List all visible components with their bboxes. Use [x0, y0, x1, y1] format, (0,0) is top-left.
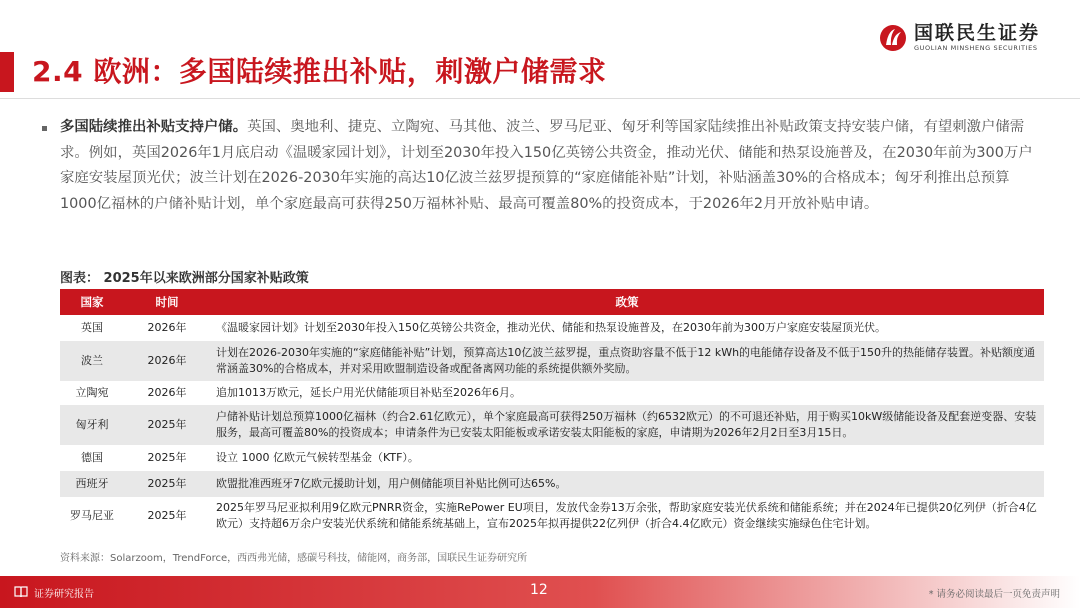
table-header-row: [60, 289, 1044, 315]
table-row: [60, 315, 1044, 341]
header-country: 国家: [60, 289, 124, 315]
cell-country: 西班牙: [60, 471, 124, 497]
cell-year: 2025年: [124, 405, 210, 445]
cell-policy: 户储补贴计划总预算1000亿福林（约合2.61亿欧元），单个家庭最高可获得250万福林（约6532欧元）的不可退还补贴，用于购买10kW级储能设备及配套逆变器、安装服务，最高可覆盖80%的投资成本；申请条件为已安装太阳能板或承诺安装太阳能板的家庭，申请期为2026年2月2日至3月15日。: [210, 405, 1044, 445]
header-policy: 政策: [210, 289, 1044, 315]
table-row: [60, 381, 1044, 405]
report-type-label: 证券研究报告: [34, 589, 94, 600]
logo-name-cn: 国联民生证券: [913, 22, 1040, 44]
table-row: [60, 405, 1044, 445]
cell-policy: 欧盟批准西班牙7亿欧元援助计划，用户侧储能项目补贴比例可达65%。: [210, 471, 1044, 497]
cell-policy: 《温暖家园计划》计划至2030年投入150亿英镑公共资金，推动光伏、储能和热泵设施普及，在2030年前为300万户家庭安装屋顶光伏。: [216, 321, 886, 334]
book-icon: [14, 586, 28, 598]
cell-country: 罗马尼亚: [70, 509, 114, 522]
page-title: 2.4 欧洲：多国陆续推出补贴，刺激户储需求: [32, 55, 607, 88]
cell-year: 2025年: [147, 451, 187, 464]
cell-country: 德国: [81, 451, 103, 464]
table-row: [60, 445, 1044, 471]
cell-policy: 2025年罗马尼亚拟利用9亿欧元PNRR资金，实施RePower EU项目，发放代金券13万余张，帮助家庭安装光伏系统和储能系统；并在2024年已提供20亿列伊（折合4亿欧元）支持超6万余户安装光伏系统和储能系统基础上，宣布2025年拟再提供22亿列伊（折合4.4亿欧元）资金继续实施绿色住宅计划。: [216, 501, 1037, 530]
logo-name-en: GUOLIAN MINSHENG SECURITIES: [913, 44, 1038, 52]
logo-mark-icon: [878, 23, 908, 53]
table-row: [60, 341, 1044, 381]
cell-year: 2026年: [147, 321, 187, 334]
cell-policy: 设立 1000 亿欧元气候转型基金（KTF）。: [216, 451, 419, 464]
cell-year: 2025年: [124, 471, 210, 497]
cell-year: 2025年: [147, 509, 187, 522]
summary-lead: 多国陆续推出补贴支持户储。: [60, 119, 248, 135]
bullet-marker: [42, 126, 47, 131]
table-row: [60, 497, 1044, 535]
cell-year: 2026年: [124, 341, 210, 381]
cell-country: 波兰: [60, 341, 124, 381]
disclaimer-note: * 请务必阅读最后一页免责声明: [928, 589, 1060, 600]
cell-country: 匈牙利: [60, 405, 124, 445]
summary-paragraph: [60, 115, 1040, 217]
summary-body: 英国、奥地利、捷克、立陶宛、马其他、波兰、罗马尼亚、匈牙利等国家陆续推出补贴政策支持安装户储，有望刺激户储需求。例如，英国2026年1月底启动《温暖家园计划》，计划至2030年投入150亿英镑公共资金，推动光伏、储能和热泵设施普及，在2030年前为300万户家庭安装屋顶光伏；波兰计划在2026-2030年实施的高达10亿波兰兹罗提预算的“家庭储能补贴”计划，补贴涵盖30%的合格成本；匈牙利推出总预算1000亿福林的户储补贴计划，单个家庭最高可获得250万福林补贴、最高可覆盖80%的投资成本，于2026年2月开放补贴申请。: [60, 119, 1033, 212]
table-row: [60, 471, 1044, 497]
cell-policy: 计划在2026-2030年实施的“家庭储能补贴”计划，预算高达10亿波兰兹罗提，重点资助容量不低于12 kWh的电能储存设备及不低于150升的热能储存装置。补贴额度通常涵盖30%的合格成本，并对采用欧盟制造设备或配备离网功能的系统提供额外奖励。: [210, 341, 1044, 381]
table-caption: 图表： 2025年以来欧洲部分国家补贴政策: [60, 271, 309, 286]
header-year: 时间: [124, 289, 210, 315]
footer-bar: [0, 576, 1080, 608]
page-number: 12: [530, 582, 548, 598]
cell-policy: 追加1013万欧元，延长户用光伏储能项目补贴至2026年6月。: [216, 386, 521, 399]
title-divider: [0, 98, 1080, 99]
cell-country: 英国: [81, 321, 103, 334]
brand-logo: [878, 22, 1040, 53]
cell-country: 立陶宛: [75, 386, 109, 399]
title-accent-bar: [0, 52, 14, 92]
source-note: 资料来源：Solarzoom，TrendForce，西西弗光储，感碳号科技，储能网，商务部，国联民生证券研究所: [60, 553, 528, 564]
cell-year: 2026年: [147, 386, 187, 399]
subsidy-policy-table: [60, 289, 1044, 535]
